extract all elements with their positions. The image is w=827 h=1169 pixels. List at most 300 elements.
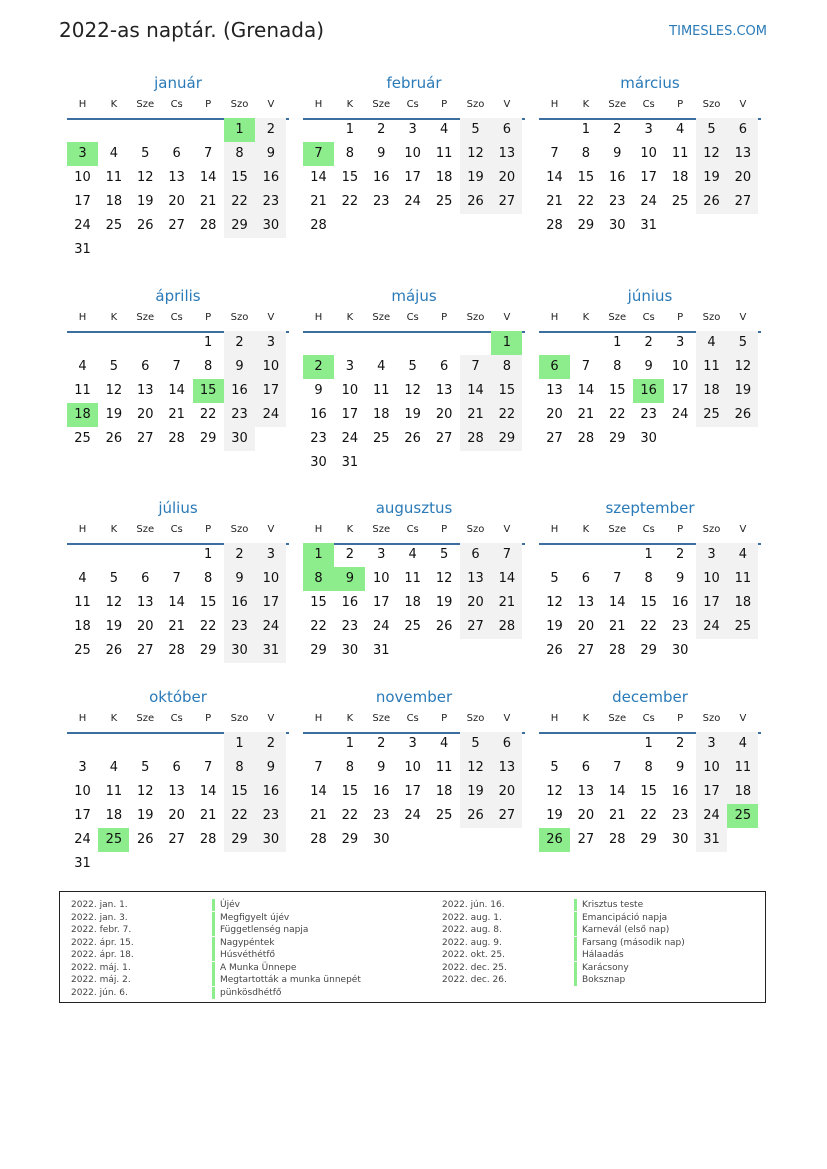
weekday-header: K [110, 524, 118, 535]
weekday-header: H [314, 99, 323, 110]
day-cell: 30 [671, 643, 689, 658]
day-cell: 2 [675, 547, 685, 562]
weekday-header: Cs [170, 99, 183, 110]
day-cell: 26 [696, 190, 727, 214]
day-cell: 6 [439, 359, 449, 374]
holiday-name: Húsvéthétfő [212, 949, 275, 961]
day-cell: 6 [460, 543, 491, 567]
day-cell: 2 [345, 547, 355, 562]
day-cell: 27 [491, 190, 522, 214]
day-cell: 29 [640, 643, 657, 658]
weekday-header: P [677, 99, 684, 110]
day-cell: 18 [671, 170, 689, 185]
day-cell: 15 [640, 595, 657, 610]
weekday-header: Szo [702, 713, 721, 724]
day-cell: 23 [255, 190, 286, 214]
day-cell: 12 [696, 142, 727, 166]
day-cell: 9 [613, 146, 622, 161]
day-cell: 30 [609, 218, 626, 233]
day-cell: 5 [460, 732, 491, 756]
weekday-header: K [582, 524, 590, 535]
day-cell: 11 [74, 383, 91, 398]
day-cell: 8 [203, 359, 213, 374]
day-cell: 22 [199, 407, 217, 422]
day-cell: 15 [491, 379, 522, 403]
day-cell: 25 [671, 194, 689, 209]
day-cell: 27 [435, 431, 453, 446]
day-cell: 3 [644, 122, 653, 137]
day-cell: 31 [696, 828, 727, 852]
month-4 [303, 285, 525, 485]
day-cell: 15 [341, 170, 359, 185]
day-cell: 20 [168, 194, 185, 209]
month-name: szeptember [605, 499, 695, 517]
weekday-header: V [739, 713, 747, 724]
day-cell: 13 [137, 383, 154, 398]
day-cell: 28 [546, 218, 563, 233]
day-cell: 30 [224, 427, 255, 451]
holiday-name: Megfigyelt újév [212, 912, 289, 924]
weekday-header: Szo [702, 524, 721, 535]
day-cell: 25 [727, 615, 758, 639]
day-cell: 6 [491, 732, 522, 756]
day-cell: 13 [435, 383, 453, 398]
weekday-header: Cs [642, 713, 655, 724]
day-cell: 11 [373, 383, 390, 398]
day-cell: 19 [105, 619, 123, 634]
day-cell: 15 [341, 784, 359, 799]
day-cell: 11 [435, 146, 453, 161]
day-cell: 1 [644, 547, 653, 562]
day-cell: 26 [727, 403, 758, 427]
day-cell: 13 [168, 170, 185, 185]
day-cell: 12 [137, 170, 154, 185]
day-cell: 3 [377, 547, 386, 562]
day-cell: 3 [345, 359, 355, 374]
weekday-header: P [441, 99, 448, 110]
day-cell: 25 [74, 643, 91, 658]
weekday-header: Sze [608, 312, 627, 323]
day-cell: 18 [105, 808, 123, 823]
day-cell: 26 [105, 643, 123, 658]
day-cell: 19 [696, 166, 727, 190]
day-cell: 9 [224, 567, 255, 591]
day-cell: 11 [105, 784, 123, 799]
day-cell: 17 [74, 194, 91, 209]
holiday-name: Nagypéntek [212, 937, 275, 949]
day-cell: 3 [408, 736, 417, 751]
month-name: november [375, 688, 453, 706]
day-cell: 27 [727, 190, 758, 214]
day-cell: 4 [78, 359, 87, 374]
day-cell: 4 [727, 543, 758, 567]
day-cell: 1 [203, 547, 213, 562]
day-cell: 17 [640, 170, 657, 185]
day-cell: 10 [671, 359, 689, 374]
day-cell: 11 [74, 595, 91, 610]
day-cell: 9 [377, 146, 386, 161]
day-cell: 4 [78, 571, 87, 586]
weekday-header: Cs [406, 713, 419, 724]
day-cell: 21 [577, 407, 595, 422]
day-cell: 19 [435, 595, 453, 610]
day-cell: 29 [224, 214, 255, 238]
month-name: augusztus [375, 499, 453, 517]
day-cell: 5 [141, 760, 150, 775]
day-cell: 10 [341, 383, 359, 398]
holiday-date: 2022. máj. 1. [71, 962, 131, 973]
month-7 [303, 497, 525, 697]
weekday-header: Szo [230, 99, 249, 110]
day-cell: 23 [609, 194, 626, 209]
day-cell: 6 [491, 118, 522, 142]
day-cell: 20 [491, 166, 522, 190]
day-cell: 10 [696, 567, 727, 591]
day-cell: 27 [168, 832, 185, 847]
day-cell: 20 [577, 619, 595, 634]
day-cell: 28 [310, 832, 327, 847]
day-cell: 7 [581, 359, 591, 374]
holiday-name: Farsang (második nap) [574, 937, 685, 949]
day-cell: 30 [255, 828, 286, 852]
day-cell: 24 [404, 808, 421, 823]
day-cell: 4 [439, 122, 449, 137]
day-cell: 12 [546, 784, 563, 799]
day-cell: 5 [550, 760, 559, 775]
brand-link[interactable]: TIMESLES.COM [669, 24, 767, 39]
weekday-header: K [110, 312, 118, 323]
day-cell: 19 [460, 780, 491, 804]
month-11 [539, 686, 761, 886]
day-cell: 1 [345, 122, 355, 137]
holiday-name: Boksznap [574, 974, 625, 986]
day-cell: 29 [577, 218, 595, 233]
holiday-name: Krisztus teste [574, 899, 643, 911]
day-cell: 9 [675, 571, 685, 586]
day-cell: 20 [460, 591, 491, 615]
day-cell: 14 [168, 595, 185, 610]
day-cell: 21 [609, 808, 626, 823]
day-cell: 1 [203, 335, 213, 350]
day-cell: 27 [137, 643, 154, 658]
day-cell: 14 [199, 170, 217, 185]
day-cell: 7 [460, 355, 491, 379]
weekday-header: Sze [136, 312, 155, 323]
day-cell: 15 [199, 595, 217, 610]
day-cell: 26 [137, 218, 154, 233]
holiday-day-cell: 1 [224, 118, 255, 142]
weekday-header: Szo [702, 99, 721, 110]
day-cell: 14 [310, 170, 327, 185]
day-cell: 2 [224, 331, 255, 355]
holiday-date: 2022. dec. 26. [442, 975, 507, 985]
day-cell: 22 [491, 403, 522, 427]
day-cell: 3 [408, 122, 417, 137]
weekday-header: P [441, 713, 448, 724]
day-cell: 20 [168, 808, 185, 823]
day-cell: 10 [696, 756, 727, 780]
day-cell: 9 [255, 142, 286, 166]
day-cell: 11 [671, 146, 689, 161]
weekday-header: Sze [372, 312, 391, 323]
day-cell: 18 [404, 595, 421, 610]
holiday-date: 2022. ápr. 18. [71, 950, 134, 960]
day-cell: 26 [435, 619, 453, 634]
page-title: 2022-as naptár. (Grenada) [59, 18, 325, 42]
day-cell: 19 [137, 194, 154, 209]
weekday-header: K [346, 99, 354, 110]
day-cell: 7 [613, 571, 622, 586]
day-cell: 28 [609, 643, 626, 658]
day-cell: 14 [168, 383, 185, 398]
day-cell: 20 [546, 407, 563, 422]
day-cell: 4 [109, 760, 119, 775]
day-cell: 24 [404, 194, 421, 209]
day-cell: 28 [460, 427, 491, 451]
day-cell: 20 [137, 619, 154, 634]
day-cell: 17 [696, 591, 727, 615]
day-cell: 18 [727, 780, 758, 804]
weekday-header: V [503, 99, 511, 110]
day-cell: 31 [373, 643, 390, 658]
day-cell: 5 [141, 146, 150, 161]
day-cell: 6 [172, 760, 181, 775]
day-cell: 21 [168, 619, 185, 634]
day-cell: 7 [203, 146, 213, 161]
month-name: június [627, 287, 673, 305]
day-cell: 28 [199, 832, 217, 847]
holiday-day-cell: 1 [491, 331, 522, 355]
day-cell: 24 [696, 615, 727, 639]
day-cell: 19 [137, 808, 154, 823]
holiday-name: Hálaadás [574, 949, 624, 961]
day-cell: 22 [640, 619, 657, 634]
day-cell: 20 [435, 407, 453, 422]
day-cell: 2 [377, 736, 386, 751]
day-cell: 21 [199, 808, 217, 823]
month-3 [67, 285, 289, 485]
day-cell: 21 [609, 619, 626, 634]
day-cell: 11 [696, 355, 727, 379]
day-cell: 6 [581, 571, 591, 586]
day-cell: 15 [577, 170, 595, 185]
day-cell: 7 [314, 760, 323, 775]
day-cell: 21 [546, 194, 563, 209]
day-cell: 22 [199, 619, 217, 634]
day-cell: 29 [491, 427, 522, 451]
month-name: december [612, 688, 688, 706]
weekday-header: P [677, 524, 684, 535]
weekday-header: Szo [230, 524, 249, 535]
day-cell: 23 [640, 407, 657, 422]
day-cell: 11 [435, 760, 453, 775]
holiday-date: 2022. aug. 9. [442, 937, 502, 948]
day-cell: 7 [172, 571, 181, 586]
day-cell: 16 [671, 595, 689, 610]
day-cell: 26 [404, 431, 421, 446]
day-cell: 25 [435, 194, 453, 209]
day-cell: 13 [491, 142, 522, 166]
day-cell: 10 [255, 355, 286, 379]
day-cell: 19 [105, 407, 123, 422]
day-cell: 17 [373, 595, 390, 610]
day-cell: 5 [439, 547, 449, 562]
day-cell: 22 [341, 808, 359, 823]
day-cell: 14 [491, 567, 522, 591]
day-cell: 14 [199, 784, 217, 799]
weekday-header: Sze [136, 524, 155, 535]
holiday-day-cell: 16 [633, 379, 664, 403]
day-cell: 28 [168, 431, 185, 446]
day-cell: 25 [373, 431, 390, 446]
day-cell: 13 [577, 784, 595, 799]
day-cell: 3 [255, 543, 286, 567]
day-cell: 27 [168, 218, 185, 233]
weekday-header: P [677, 713, 684, 724]
day-cell: 9 [675, 760, 685, 775]
weekday-header: Szo [466, 524, 485, 535]
day-cell: 18 [435, 784, 453, 799]
holiday-date: 2022. jan. 3. [71, 912, 128, 923]
weekday-header: Sze [372, 713, 391, 724]
holiday-day-cell: 8 [303, 567, 334, 591]
holiday-date: 2022. febr. 7. [71, 925, 132, 935]
day-cell: 22 [609, 407, 626, 422]
day-cell: 28 [609, 832, 626, 847]
day-cell: 17 [341, 407, 359, 422]
day-cell: 7 [550, 146, 559, 161]
day-cell: 26 [105, 431, 123, 446]
day-cell: 30 [224, 639, 255, 663]
day-cell: 24 [74, 832, 91, 847]
weekday-header: P [441, 312, 448, 323]
day-cell: 24 [373, 619, 390, 634]
weekday-header: V [267, 99, 275, 110]
day-cell: 7 [613, 760, 622, 775]
day-cell: 12 [460, 142, 491, 166]
month-name: július [158, 499, 198, 517]
day-cell: 16 [609, 170, 626, 185]
day-cell: 31 [255, 639, 286, 663]
day-cell: 3 [78, 760, 87, 775]
weekday-header: H [78, 99, 87, 110]
day-cell: 28 [199, 218, 217, 233]
weekday-header: K [110, 99, 118, 110]
weekday-header: H [550, 713, 559, 724]
day-cell: 14 [609, 784, 626, 799]
month-1 [303, 72, 525, 272]
day-cell: 24 [341, 431, 359, 446]
day-cell: 15 [224, 166, 255, 190]
day-cell: 31 [341, 455, 359, 470]
day-cell: 1 [613, 335, 622, 350]
day-cell: 19 [546, 619, 563, 634]
day-cell: 20 [577, 808, 595, 823]
day-cell: 4 [408, 547, 417, 562]
day-cell: 12 [404, 383, 421, 398]
day-cell: 21 [460, 403, 491, 427]
day-cell: 16 [373, 170, 390, 185]
weekday-header: K [582, 713, 590, 724]
day-cell: 9 [644, 359, 653, 374]
day-cell: 17 [696, 780, 727, 804]
month-2 [539, 72, 761, 272]
day-cell: 26 [460, 190, 491, 214]
day-cell: 29 [341, 832, 359, 847]
day-cell: 23 [671, 619, 689, 634]
day-cell: 15 [310, 595, 327, 610]
day-cell: 12 [546, 595, 563, 610]
day-cell: 5 [550, 571, 559, 586]
day-cell: 16 [310, 407, 327, 422]
day-cell: 22 [341, 194, 359, 209]
day-cell: 28 [168, 643, 185, 658]
weekday-header: H [314, 713, 323, 724]
day-cell: 9 [255, 756, 286, 780]
holiday-day-cell: 25 [98, 828, 129, 852]
holiday-day-cell: 26 [539, 828, 570, 852]
day-cell: 2 [644, 335, 653, 350]
day-cell: 13 [727, 142, 758, 166]
day-cell: 1 [345, 736, 355, 751]
weekday-header: P [205, 99, 212, 110]
day-cell: 28 [310, 218, 327, 233]
day-cell: 11 [105, 170, 123, 185]
holiday-name: A Munka Ünnepe [212, 962, 296, 974]
day-cell: 18 [727, 591, 758, 615]
weekday-header: V [267, 713, 275, 724]
month-10 [303, 686, 525, 886]
day-cell: 12 [105, 383, 123, 398]
month-name: március [620, 74, 680, 92]
weekday-header: Cs [406, 524, 419, 535]
day-cell: 2 [613, 122, 622, 137]
weekday-header: Cs [642, 524, 655, 535]
weekday-header: K [346, 312, 354, 323]
month-name: október [149, 688, 207, 706]
day-cell: 16 [255, 166, 286, 190]
day-cell: 8 [224, 756, 255, 780]
day-cell: 14 [577, 383, 595, 398]
day-cell: 24 [696, 804, 727, 828]
day-cell: 12 [435, 571, 453, 586]
weekday-header: H [314, 524, 323, 535]
weekday-header: V [739, 312, 747, 323]
day-cell: 27 [546, 431, 563, 446]
holiday-name: Karácsony [574, 962, 629, 974]
day-cell: 5 [727, 331, 758, 355]
day-cell: 12 [460, 756, 491, 780]
day-cell: 24 [671, 407, 689, 422]
day-cell: 4 [377, 359, 386, 374]
weekday-header: Szo [466, 312, 485, 323]
weekday-header: H [78, 312, 87, 323]
day-cell: 26 [137, 832, 154, 847]
holiday-day-cell: 1 [303, 543, 334, 567]
holiday-day-cell: 15 [193, 379, 224, 403]
day-cell: 23 [255, 804, 286, 828]
weekday-header: Sze [608, 524, 627, 535]
weekday-header: Sze [136, 99, 155, 110]
weekday-header: Cs [170, 713, 183, 724]
day-cell: 30 [640, 431, 657, 446]
day-cell: 2 [255, 118, 286, 142]
day-cell: 4 [696, 331, 727, 355]
weekday-header: V [739, 524, 747, 535]
day-cell: 5 [109, 359, 119, 374]
holiday-date: 2022. jan. 1. [71, 900, 128, 910]
weekday-header: Szo [466, 99, 485, 110]
